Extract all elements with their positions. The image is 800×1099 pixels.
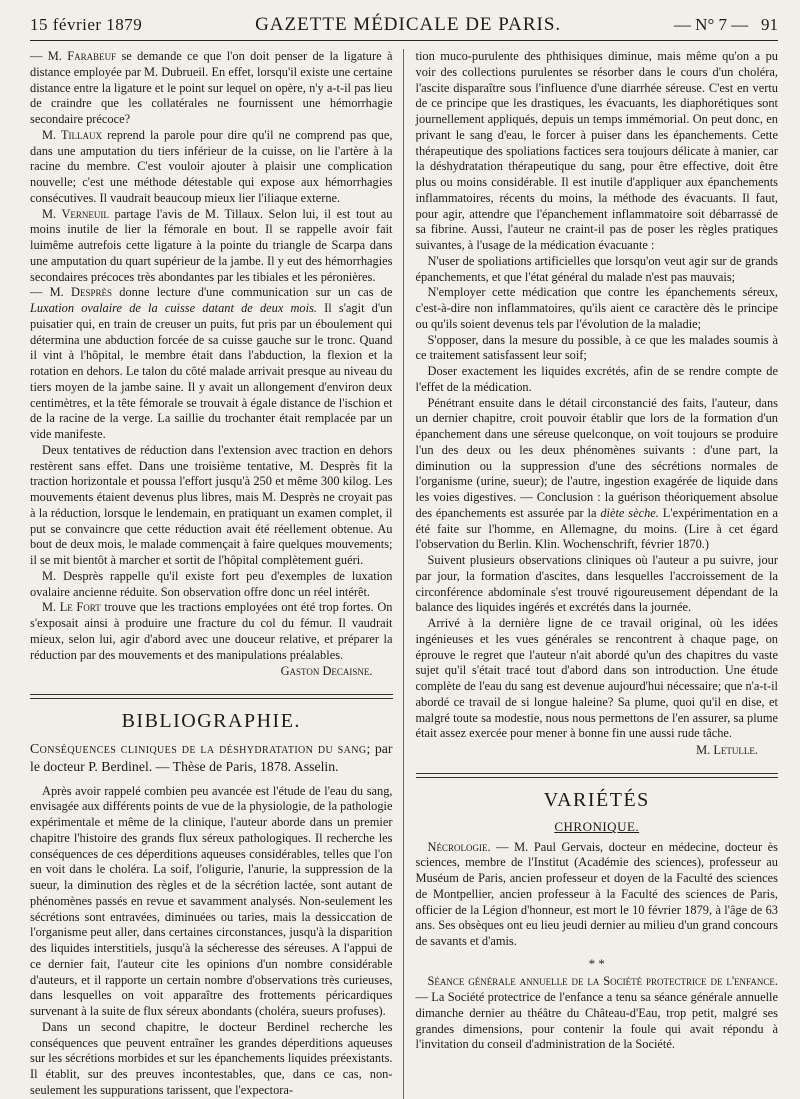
paragraph: Suivent plusieurs observations cliniques où l'auteur a pu suivre, jour par jour, la formation d'ascites, dans lesquelles l'accroissement de la circonférence abdominale s'est trouvé rigoureusement dépendant de la balance des liquides ingérés et excrétés dans la journée. [415,553,778,615]
paragraph [30,128,393,207]
section-divider [416,773,779,778]
signature: M. Letulle. [696,743,758,757]
left-column [30,49,404,1099]
paragraph: Après avoir rappelé combien peu avancée est l'étude de l'eau du sang, envisagée aux différents points de vue de la physiologie, de la pathologie expérimentale et même de la clinique, l'auteur aborde dans un premier chapitre l'histoire des grands flux séreux pathologiques. Il recherche les conséquences de ces déperditions aqueuses considérables, telles que l'on en voit dans le choléra. La soif, l'oligurie, l'anurie, la suppression de la sueur, la diminution des règles et de la sécrétion lactée, sont autant de phénomènes passés en revue et savamment analysés. Non-seulement les sécrétions sont entravées, diminuées ou taries, mais la dessiccation de l'organisme peut aller, dans certaines circonstances, jusqu'à la disparition des liquides interstitiels, jusqu'à la sécheresse des séreuses. A l'appui de ce dernier fait, l'auteur cite les opinions d'un nombre considérable d'auteurs, et il rapporte un certain nombre d'observations très curieuses, dans lesquelles on voit apparaître des frottements péricardiques survenant à la suite de flux séreux abondants (choléra, sueurs profuses). [30,783,393,1019]
speaker-name: M. Verneuil [42,206,109,221]
paragraph: S'opposer, dans la mesure du possible, à ce que les malades soumis à ce traitement satisfassent leur soif; [415,332,778,363]
paragraph [416,840,779,950]
issue-date: 15 février 1879 [30,15,143,34]
book-reference [30,740,393,775]
columns [30,49,778,1099]
section-heading: BIBLIOGRAPHIE. [121,710,301,732]
subsection-heading: CHRONIQUE. [554,819,640,835]
paragraph: M. Desprès rappelle qu'il existe fort peu d'exemples de luxation ovalaire ancienne réduite. Son observation offre donc un réel intérêt. [30,568,393,599]
paragraph: Dans un second chapitre, le docteur Berdinel recherche les conséquences que peuvent entraîner les grandes déperditions aqueuses sur les sécrétions morbides et sur les épanchements liquides préexistants. Il établit, sur des preuves incontestables, que, dans ce cas, non-seulement les suppurations tarissent, que l'expectora- [30,1019,393,1097]
paragraph: Doser exactement les liquides excrétés, afin de se rendre compte de l'effet de la médication. [415,364,778,394]
book-author: par le docteur P. Berdinel. — Thèse de Paris, 1878. Asselin. [30,741,393,775]
paragraph: Arrivé à la dernière ligne de ce travail original, où les idées ingénieuses et les vues générales se rencontrent à chaque page, on éprouve le regret que l'auteur n'ait abordé qu'un des chapitres du vaste sujet qu'il s'était tracé tout d'abord dans son introduction. Une étude complète de l'eau du sang est devenue aujourd'hui nécessaire; que n'a-t-il abordé ce travail de si longue haleine? Sa plume, quoi qu'il en dise, et malgré toute sa modestie, nous nous permettons de l'en assurer, sa plume était assez exercée pour mener à bonne fin une aussi rude tâche. [415,616,778,741]
paragraph [30,285,393,443]
paragraph [416,396,779,554]
page-header [30,14,778,41]
paragraph: tion muco-purulente des phthisiques diminue, mais même qu'on a pu voir des collections purulentes se résorber dans le cours d'un choléra, l'ascite disparaître sous l'influence d'une diarrhée séreuse. C'est en vertu de ce principe que les drastiques, les évacuants, les diaphorétiques sont journellement appliqués, depuis un temps immémorial. On peut donc, en privant le sang d'eau, le forcer à puiser dans les épanchements. Cette thérapeutique des spoliations factices sera toujours délicate à manier, car la déshydratation thérapeutique du sang, pour être effective, doit être plus ou moins considérable. Il est inutile d'appliquer aux épanchements inflammatoires, récents du moins, la méthode des évacuants. Il faut, pour agir, attendre que l'épanchement inflammatoire soit débarrassé de sa fibrine. Aussi, l'auteur ne craint-il pas de poser les règles pratiques suivantes, à l'usage de la médication évacuante : [415,49,778,252]
item-label: Nécrologie. [427,839,491,854]
page-number: 91 [761,15,778,34]
journal-title: GAZETTE MÉDICALE DE PARIS. [255,14,562,35]
paragraph: Deux tentatives de réduction dans l'extension avec traction en dehors restèrent sans effet. Dans une troisième tentative, M. Desprès fit la traction horizontale et poussa l'effort jusqu'à 250 et même 300 kilog. Les mouvements étaient devenus plus libres, mais M. Desprès ne croyait pas à la réduction, lorsque le lendemain, en pratiquant un examen complet, il put se convaincre que cette réduction avait été réellement obtenue. Au bout de deux mois, le malade commençait à faire quelques mouvements; il se mit bientôt à marcher et sortit de l'hôpital complètement guéri. [30,442,393,567]
paragraph-text: partage l'avis de M. Tillaux. Selon lui, il est tout au moins inutile de lier la fémorale en bout. Il se rappelle avoir fait luimême autrefois cette ligature à la pointe du triangle de Scarpa dans une amputation du quart supérieur de la jambe. Il y eut des hémorrhagies secondaires précoces très abondantes par les tibiales et les péronières. [30,206,393,284]
paragraph-text: L'expérimentation en a été faite sur l'homme, en Allemagne, du moins. (Lire à cet égard l'observation du Berlin. Klin. Wochenschrift, février 1870.) [415,505,778,552]
paragraph: — M. Farabeuf se demande ce que l'on doit penser de la ligature à distance employée par M. Dubrueil. En effet, lorsqu'il existe une certaine distance entre la ligature et le point sur lequel on opère, n'y a-t-il pas lieu de craindre que les collatérales ne fournissent une hémorrhagie secondaire précoce? [30,49,393,126]
paragraph: N'employer cette médication que contre les épanchements séreux, c'est-à-dire non inflammatoires, qu'ils aient ce caractère dès le principe ou qu'ils soient devenus tels par l'évolution de la maladie; [415,285,778,331]
issue-number [674,15,778,35]
paragraph-text: trouve que les tractions employées ont été trop fortes. On s'exposait ainsi à produire une fracture du col du fémur. Il vaudrait mieux, selon lui, agir d'abord avec une douceur relative, et préparer la réduction par des mouvements et des manipulations préalables. [30,600,393,662]
paragraph [416,974,779,1053]
paragraph-text: reprend la parole pour dire qu'il ne comprend pas que, dans une amputation du tiers inférieur de la cuisse, on lie l'artère à la racine du membre. C'est vouloir ajouter à plaisir une complication nouvelle; c'est une méthode détestable qui expose aux hémorrhagies consécutives. Il vaudrait beaucoup mieux lier l'iliaque externe. [30,127,393,205]
separator-stars: * * [588,955,605,971]
paragraph-text: se demande ce que l'on doit penser de la ligature à distance employée par M. Dubrueil. En effet, lorsqu'il existe une certaine distance entre la ligature et le point sur lequel on opère, n'y a-t-il pas lieu de craindre que les collatérales ne fournissent une hémorrhagie secondaire précoce? [30,49,393,126]
speaker-name: — M. Desprès [30,285,112,300]
section-heading: VARIÉTÉS [543,788,650,811]
speaker-name: M. Farabeuf [47,49,117,63]
paragraph-text: Il s'agit d'un puisatier qui, en train de creuser un puits, fut pris par un éboulement qui détermina une abduction forcée de sa cuisse gauche sur le tronc. Quand il vint à l'hôpital, le membre était dans l'abduction, la flexion et la rotation en dehors. Le talon du côté malade arrivait presque au niveau du tiers moyen de la jambe saine. Il y avait un allongement d'environ deux centimètres, et la tête fémorale se trouvait à égale distance de l'ischion et de la racine de la verge. La saillie du trochanter était remplacée par un vide manifeste. [30,301,393,441]
paragraph-text: — La Société protectrice de l'enfance a tenu sa séance générale annuelle dimanche dernier au théâtre du Château-d'Eau, trop petit, malgré ses grandes dimensions, pour contenir la foule qui avait répondu à l'invitation du conseil d'administration de la Société. [415,990,778,1052]
paragraph-text: Pénétrant ensuite dans le détail circonstancié des faits, l'auteur, dans un dernier chapitre, croit pouvoir établir que lors de la formation d'un épanchement dans une séreuse quelconque, on voit toujours se produire l'un des deux ou les deux phénomènes suivants : d'une part, la diminution ou la suppression d'une des sécrétions normales de l'organisme (urine, sueur); de l'autre, ingestion exagérée de liquide dans les voies digestives. — Conclusion : la guérison théoriquement absolue des épanchements est assurée par la [415,395,778,520]
paragraph [30,600,393,663]
issue-number-text: — N° 7 — [673,15,749,34]
case-title: Luxation ovalaire de la cuisse datant de deux mois. [30,301,317,315]
emphasis: diète sèche. [600,505,659,520]
speaker-name: M. Tillaux [42,127,102,142]
paragraph: N'user de spoliations artificielles que lorsqu'on veut agir sur de grands épanchements, et que l'état général du malade n'est pas mauvais; [415,253,778,284]
paragraph-text: donne lecture d'une communication sur un cas de [119,285,393,300]
item-label: Séance générale annuelle de la Société protectrice de l'enfance. [427,974,778,989]
book-title: Conséquences cliniques de la déshydratation du sang; [30,741,371,757]
paragraph-text: — M. Paul Gervais, docteur en médecine, docteur ès sciences, membre de l'Institut (Académie des sciences), professeur au Muséum de Paris, ancien professeur et doyen de la Faculté des sciences de Montpellier, ancien professeur à la Faculté des sciences de Paris, officier de la Légion d'honneur, est mort le 10 février 1879, à l'âge de 63 ans. Ses obsèques ont eu lieu jeudi dernier au milieu d'un grand concours de savants et d'amis. [415,839,779,949]
right-column [416,49,779,1099]
paragraph [30,207,393,286]
signature: Gaston Decaisne. [280,664,373,679]
speaker-name: M. Le Fort [42,600,101,615]
section-divider [30,694,393,699]
